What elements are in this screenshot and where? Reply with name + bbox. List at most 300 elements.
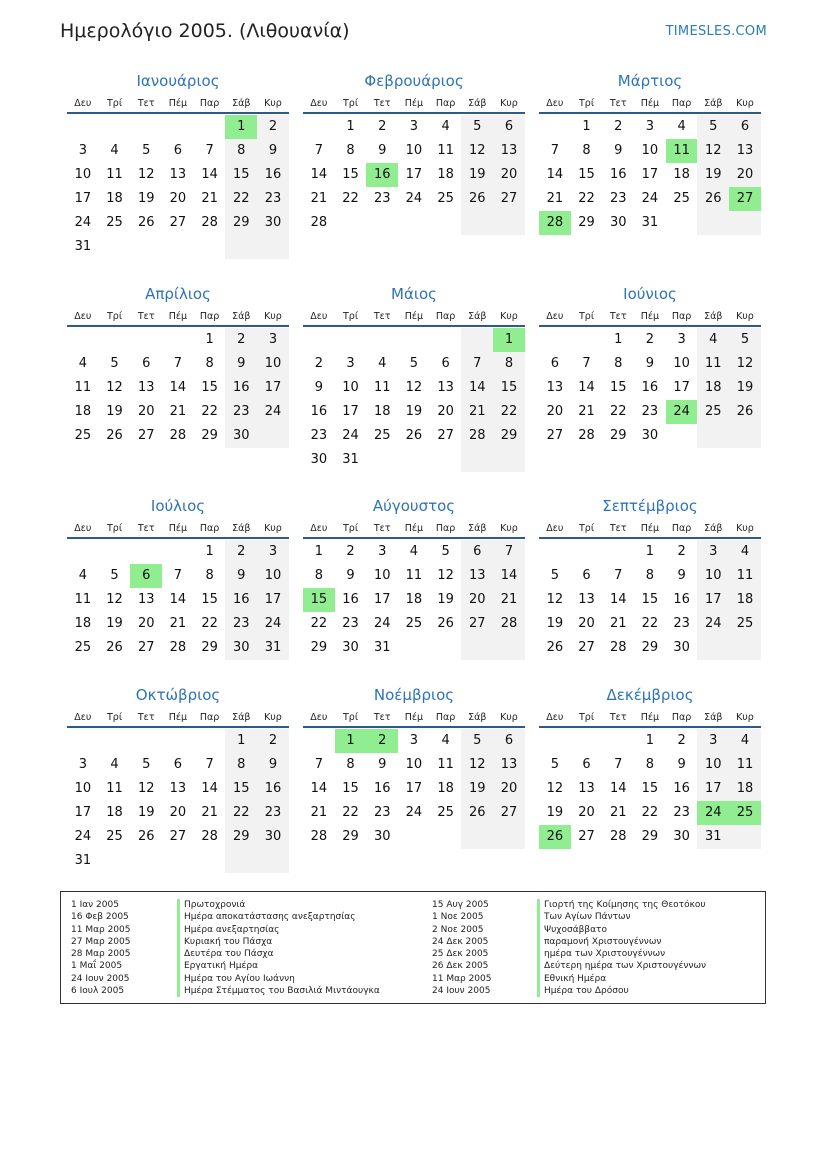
day-cell[interactable]: 17 (697, 777, 729, 801)
day-cell[interactable]: 23 (373, 805, 391, 820)
day-cell[interactable]: 5 (729, 328, 761, 352)
day-cell[interactable]: 5 (142, 757, 151, 772)
day-cell[interactable]: 28 (609, 640, 627, 655)
day-cell[interactable]: 19 (137, 805, 155, 820)
day-cell[interactable]: 12 (405, 380, 423, 395)
day-cell[interactable]: 21 (169, 616, 187, 631)
day-cell[interactable]: 28 (201, 829, 218, 844)
day-cell[interactable]: 2 (614, 119, 623, 134)
day-cell[interactable]: 9 (257, 139, 289, 163)
day-cell[interactable]: 24 (257, 400, 289, 424)
day-cell[interactable]: 22 (310, 616, 328, 631)
day-cell[interactable]: 20 (169, 191, 187, 206)
day-cell[interactable]: 29 (201, 640, 218, 655)
day-cell[interactable]: 22 (201, 404, 218, 419)
day-cell[interactable]: 20 (493, 777, 525, 801)
day-cell[interactable]: 29 (201, 428, 218, 443)
day-cell[interactable]: 10 (74, 781, 92, 796)
day-cell[interactable]: 2 (366, 729, 398, 753)
day-cell[interactable]: 28 (169, 428, 187, 443)
day-cell[interactable]: 27 (137, 428, 155, 443)
day-cell[interactable]: 2 (645, 332, 655, 347)
day-cell[interactable]: 5 (110, 356, 119, 371)
day-cell[interactable]: 7 (205, 143, 214, 158)
day-cell[interactable]: 20 (461, 588, 493, 612)
day-cell[interactable]: 14 (310, 781, 328, 796)
day-cell[interactable]: 21 (609, 805, 627, 820)
day-cell[interactable]: 26 (729, 400, 761, 424)
day-cell[interactable]: 10 (373, 568, 391, 583)
day-cell[interactable]: 18 (106, 805, 123, 820)
day-cell[interactable]: 24 (405, 805, 423, 820)
day-cell[interactable]: 8 (346, 757, 355, 772)
day-cell[interactable]: 30 (373, 829, 391, 844)
day-cell[interactable]: 2 (225, 540, 257, 564)
day-cell[interactable]: 30 (310, 452, 328, 467)
day-cell[interactable]: 23 (310, 428, 328, 443)
day-cell[interactable]: 17 (405, 781, 423, 796)
day-cell[interactable]: 21 (578, 404, 595, 419)
day-cell[interactable]: 23 (225, 612, 257, 636)
day-cell[interactable]: 21 (546, 191, 564, 206)
day-cell[interactable]: 3 (257, 540, 289, 564)
day-cell[interactable]: 8 (493, 352, 525, 376)
day-cell[interactable]: 19 (437, 592, 454, 607)
day-cell[interactable]: 20 (137, 616, 155, 631)
day-cell[interactable]: 23 (673, 616, 690, 631)
day-cell[interactable]: 29 (641, 640, 659, 655)
day-cell[interactable]: 29 (578, 215, 595, 230)
day-cell[interactable]: 14 (169, 380, 187, 395)
day-cell[interactable]: 18 (405, 592, 423, 607)
day-cell[interactable]: 19 (697, 163, 729, 187)
day-cell[interactable]: 12 (137, 781, 155, 796)
day-cell[interactable]: 7 (582, 356, 591, 371)
day-cell[interactable]: 14 (201, 781, 218, 796)
day-cell[interactable]: 4 (110, 143, 119, 158)
day-cell[interactable]: 25 (697, 400, 729, 424)
day-cell[interactable]: 16 (366, 163, 398, 187)
day-cell[interactable]: 8 (314, 568, 323, 583)
day-cell[interactable]: 13 (578, 781, 595, 796)
day-cell[interactable]: 29 (609, 428, 627, 443)
day-cell[interactable]: 5 (110, 568, 119, 583)
day-cell[interactable]: 6 (582, 568, 591, 583)
day-cell[interactable]: 17 (641, 167, 659, 182)
day-cell[interactable]: 9 (257, 753, 289, 777)
day-cell[interactable]: 3 (257, 328, 289, 352)
day-cell[interactable]: 28 (578, 428, 595, 443)
day-cell[interactable]: 21 (201, 805, 218, 820)
day-cell[interactable]: 11 (74, 380, 92, 395)
day-cell[interactable]: 9 (614, 143, 623, 158)
day-cell[interactable]: 6 (461, 540, 493, 564)
day-cell[interactable]: 3 (697, 729, 729, 753)
day-cell[interactable]: 5 (461, 729, 493, 753)
day-cell[interactable]: 25 (437, 805, 454, 820)
day-cell[interactable]: 30 (609, 215, 627, 230)
day-cell[interactable]: 10 (405, 757, 423, 772)
day-cell[interactable]: 3 (697, 540, 729, 564)
day-cell[interactable]: 3 (346, 356, 355, 371)
day-cell[interactable]: 21 (169, 404, 187, 419)
day-cell[interactable]: 20 (546, 404, 564, 419)
day-cell[interactable]: 15 (578, 167, 595, 182)
day-cell[interactable]: 19 (405, 404, 423, 419)
day-cell[interactable]: 15 (641, 781, 659, 796)
day-cell[interactable]: 18 (697, 376, 729, 400)
day-cell[interactable]: 6 (173, 143, 183, 158)
day-cell[interactable]: 1 (314, 544, 323, 559)
day-cell[interactable]: 7 (614, 568, 623, 583)
day-cell[interactable]: 12 (461, 139, 493, 163)
day-cell[interactable]: 25 (729, 801, 761, 825)
day-cell[interactable]: 28 (169, 640, 187, 655)
day-cell[interactable]: 4 (729, 540, 761, 564)
day-cell[interactable]: 17 (74, 191, 92, 206)
day-cell[interactable]: 8 (645, 568, 655, 583)
day-cell[interactable]: 1 (493, 328, 525, 352)
day-cell[interactable]: 25 (106, 215, 123, 230)
day-cell[interactable]: 18 (373, 404, 391, 419)
day-cell[interactable]: 5 (461, 115, 493, 139)
day-cell[interactable]: 31 (697, 825, 729, 849)
day-cell[interactable]: 24 (697, 612, 729, 636)
day-cell[interactable]: 6 (173, 757, 183, 772)
day-cell[interactable]: 19 (546, 805, 564, 820)
day-cell[interactable]: 1 (346, 119, 355, 134)
day-cell[interactable]: 10 (342, 380, 359, 395)
day-cell[interactable]: 24 (666, 400, 698, 424)
day-cell[interactable]: 22 (641, 805, 659, 820)
day-cell[interactable]: 13 (493, 139, 525, 163)
day-cell[interactable]: 4 (677, 119, 686, 134)
brand-link[interactable]: TIMESLES.COM (665, 24, 767, 39)
day-cell[interactable]: 22 (641, 616, 659, 631)
day-cell[interactable]: 1 (335, 729, 367, 753)
day-cell[interactable]: 1 (645, 544, 655, 559)
day-cell[interactable]: 20 (437, 404, 454, 419)
day-cell[interactable]: 1 (205, 332, 214, 347)
day-cell[interactable]: 13 (546, 380, 564, 395)
day-cell[interactable]: 1 (225, 729, 257, 753)
day-cell[interactable]: 13 (461, 564, 493, 588)
day-cell[interactable]: 15 (342, 781, 359, 796)
day-cell[interactable]: 14 (546, 167, 564, 182)
day-cell[interactable]: 4 (78, 356, 87, 371)
day-cell[interactable]: 17 (673, 380, 690, 395)
day-cell[interactable]: 5 (409, 356, 419, 371)
day-cell[interactable]: 28 (310, 215, 328, 230)
day-cell[interactable]: 12 (546, 592, 564, 607)
day-cell[interactable]: 20 (169, 805, 187, 820)
day-cell[interactable]: 8 (645, 757, 655, 772)
day-cell[interactable]: 27 (137, 640, 155, 655)
day-cell[interactable]: 27 (729, 187, 761, 211)
day-cell[interactable]: 20 (493, 163, 525, 187)
day-cell[interactable]: 25 (437, 191, 454, 206)
day-cell[interactable]: 19 (106, 616, 123, 631)
day-cell[interactable]: 15 (641, 592, 659, 607)
day-cell[interactable]: 18 (74, 404, 92, 419)
day-cell[interactable]: 27 (546, 428, 564, 443)
day-cell[interactable]: 26 (405, 428, 423, 443)
day-cell[interactable]: 7 (461, 352, 493, 376)
day-cell[interactable]: 9 (225, 564, 257, 588)
day-cell[interactable]: 10 (405, 143, 423, 158)
day-cell[interactable]: 5 (697, 115, 729, 139)
day-cell[interactable]: 6 (550, 356, 559, 371)
day-cell[interactable]: 2 (677, 544, 686, 559)
day-cell[interactable]: 24 (641, 191, 659, 206)
day-cell[interactable]: 8 (346, 143, 355, 158)
day-cell[interactable]: 11 (729, 753, 761, 777)
day-cell[interactable]: 25 (74, 640, 92, 655)
day-cell[interactable]: 22 (493, 400, 525, 424)
day-cell[interactable]: 23 (342, 616, 359, 631)
day-cell[interactable]: 6 (441, 356, 450, 371)
day-cell[interactable]: 15 (225, 163, 257, 187)
day-cell[interactable]: 7 (173, 568, 183, 583)
day-cell[interactable]: 17 (257, 588, 289, 612)
day-cell[interactable]: 19 (106, 404, 123, 419)
day-cell[interactable]: 3 (409, 119, 419, 134)
day-cell[interactable]: 25 (74, 428, 92, 443)
day-cell[interactable]: 21 (461, 400, 493, 424)
day-cell[interactable]: 26 (539, 825, 571, 849)
day-cell[interactable]: 2 (378, 119, 387, 134)
day-cell[interactable]: 7 (550, 143, 559, 158)
day-cell[interactable]: 2 (677, 733, 686, 748)
day-cell[interactable]: 9 (346, 568, 355, 583)
day-cell[interactable]: 31 (74, 239, 92, 254)
day-cell[interactable]: 27 (169, 829, 187, 844)
day-cell[interactable]: 19 (546, 616, 564, 631)
day-cell[interactable]: 16 (257, 163, 289, 187)
day-cell[interactable]: 30 (641, 428, 659, 443)
day-cell[interactable]: 11 (729, 564, 761, 588)
day-cell[interactable]: 28 (539, 211, 571, 235)
day-cell[interactable]: 10 (74, 167, 92, 182)
day-cell[interactable]: 13 (137, 380, 155, 395)
day-cell[interactable]: 3 (78, 143, 87, 158)
day-cell[interactable]: 9 (378, 757, 387, 772)
day-cell[interactable]: 14 (609, 592, 627, 607)
day-cell[interactable]: 7 (614, 757, 623, 772)
day-cell[interactable]: 28 (310, 829, 328, 844)
day-cell[interactable]: 30 (673, 640, 690, 655)
day-cell[interactable]: 13 (169, 167, 187, 182)
day-cell[interactable]: 5 (441, 544, 450, 559)
day-cell[interactable]: 4 (110, 757, 119, 772)
day-cell[interactable]: 27 (437, 428, 454, 443)
day-cell[interactable]: 27 (578, 829, 595, 844)
day-cell[interactable]: 4 (441, 733, 450, 748)
day-cell[interactable]: 16 (225, 376, 257, 400)
day-cell[interactable]: 9 (314, 380, 323, 395)
day-cell[interactable]: 12 (106, 592, 123, 607)
day-cell[interactable]: 25 (673, 191, 690, 206)
day-cell[interactable]: 7 (205, 757, 214, 772)
day-cell[interactable]: 24 (405, 191, 423, 206)
day-cell[interactable]: 16 (225, 588, 257, 612)
day-cell[interactable]: 4 (441, 119, 450, 134)
day-cell[interactable]: 17 (405, 167, 423, 182)
day-cell[interactable]: 10 (641, 143, 659, 158)
day-cell[interactable]: 1 (645, 733, 655, 748)
day-cell[interactable]: 6 (142, 356, 151, 371)
day-cell[interactable]: 4 (697, 328, 729, 352)
day-cell[interactable]: 21 (310, 805, 328, 820)
day-cell[interactable]: 23 (673, 805, 690, 820)
day-cell[interactable]: 12 (546, 781, 564, 796)
day-cell[interactable]: 23 (257, 801, 289, 825)
day-cell[interactable]: 12 (697, 139, 729, 163)
day-cell[interactable]: 18 (729, 588, 761, 612)
day-cell[interactable]: 4 (409, 544, 419, 559)
day-cell[interactable]: 27 (169, 215, 187, 230)
day-cell[interactable]: 13 (137, 592, 155, 607)
day-cell[interactable]: 23 (641, 404, 659, 419)
day-cell[interactable]: 16 (673, 781, 690, 796)
day-cell[interactable]: 10 (257, 352, 289, 376)
day-cell[interactable]: 11 (666, 139, 698, 163)
day-cell[interactable]: 21 (310, 191, 328, 206)
day-cell[interactable]: 27 (578, 640, 595, 655)
day-cell[interactable]: 11 (373, 380, 391, 395)
day-cell[interactable]: 18 (437, 781, 454, 796)
day-cell[interactable]: 31 (641, 215, 659, 230)
day-cell[interactable]: 29 (493, 424, 525, 448)
day-cell[interactable]: 4 (378, 356, 387, 371)
day-cell[interactable]: 15 (342, 167, 359, 182)
day-cell[interactable]: 21 (493, 588, 525, 612)
day-cell[interactable]: 22 (342, 191, 359, 206)
day-cell[interactable]: 9 (225, 352, 257, 376)
day-cell[interactable]: 2 (314, 356, 323, 371)
day-cell[interactable]: 28 (201, 215, 218, 230)
day-cell[interactable]: 5 (550, 568, 559, 583)
day-cell[interactable]: 19 (729, 376, 761, 400)
day-cell[interactable]: 26 (106, 428, 123, 443)
day-cell[interactable]: 8 (225, 139, 257, 163)
day-cell[interactable]: 4 (729, 729, 761, 753)
day-cell[interactable]: 28 (493, 612, 525, 636)
day-cell[interactable]: 6 (582, 757, 591, 772)
day-cell[interactable]: 26 (106, 640, 123, 655)
day-cell[interactable]: 18 (673, 167, 690, 182)
day-cell[interactable]: 24 (257, 612, 289, 636)
day-cell[interactable]: 13 (169, 781, 187, 796)
day-cell[interactable]: 2 (225, 328, 257, 352)
day-cell[interactable]: 13 (578, 592, 595, 607)
day-cell[interactable]: 23 (373, 191, 391, 206)
day-cell[interactable]: 8 (225, 753, 257, 777)
day-cell[interactable]: 29 (310, 640, 328, 655)
day-cell[interactable]: 10 (673, 356, 690, 371)
day-cell[interactable]: 11 (106, 781, 123, 796)
day-cell[interactable]: 17 (697, 588, 729, 612)
day-cell[interactable]: 17 (342, 404, 359, 419)
day-cell[interactable]: 2 (257, 729, 289, 753)
day-cell[interactable]: 30 (342, 640, 359, 655)
day-cell[interactable]: 18 (729, 777, 761, 801)
day-cell[interactable]: 16 (342, 592, 359, 607)
day-cell[interactable]: 5 (550, 757, 559, 772)
day-cell[interactable]: 2 (346, 544, 355, 559)
day-cell[interactable]: 22 (225, 801, 257, 825)
day-cell[interactable]: 22 (342, 805, 359, 820)
day-cell[interactable]: 3 (409, 733, 419, 748)
day-cell[interactable]: 11 (106, 167, 123, 182)
day-cell[interactable]: 6 (729, 115, 761, 139)
day-cell[interactable]: 29 (225, 825, 257, 849)
day-cell[interactable]: 7 (314, 143, 323, 158)
day-cell[interactable]: 29 (225, 211, 257, 235)
day-cell[interactable]: 9 (378, 143, 387, 158)
day-cell[interactable]: 8 (614, 356, 623, 371)
day-cell[interactable]: 27 (461, 612, 493, 636)
day-cell[interactable]: 24 (74, 829, 92, 844)
day-cell[interactable]: 15 (225, 777, 257, 801)
day-cell[interactable]: 7 (173, 356, 183, 371)
day-cell[interactable]: 25 (373, 428, 391, 443)
day-cell[interactable]: 6 (493, 115, 525, 139)
day-cell[interactable]: 16 (673, 592, 690, 607)
day-cell[interactable]: 25 (106, 829, 123, 844)
day-cell[interactable]: 30 (225, 424, 257, 448)
day-cell[interactable]: 22 (201, 616, 218, 631)
day-cell[interactable]: 6 (130, 564, 162, 588)
day-cell[interactable]: 20 (578, 805, 595, 820)
day-cell[interactable]: 15 (201, 380, 218, 395)
day-cell[interactable]: 11 (74, 592, 92, 607)
day-cell[interactable]: 15 (201, 592, 218, 607)
day-cell[interactable]: 22 (225, 187, 257, 211)
day-cell[interactable]: 15 (303, 588, 335, 612)
day-cell[interactable]: 19 (137, 191, 155, 206)
day-cell[interactable]: 1 (582, 119, 591, 134)
day-cell[interactable]: 7 (493, 540, 525, 564)
day-cell[interactable]: 1 (225, 115, 257, 139)
day-cell[interactable]: 30 (257, 211, 289, 235)
day-cell[interactable]: 20 (137, 404, 155, 419)
day-cell[interactable]: 16 (310, 404, 328, 419)
day-cell[interactable]: 8 (582, 143, 591, 158)
day-cell[interactable]: 30 (257, 825, 289, 849)
day-cell[interactable]: 10 (697, 753, 729, 777)
day-cell[interactable]: 24 (342, 428, 359, 443)
day-cell[interactable]: 31 (257, 636, 289, 660)
day-cell[interactable]: 26 (697, 187, 729, 211)
day-cell[interactable]: 12 (729, 352, 761, 376)
day-cell[interactable]: 21 (609, 616, 627, 631)
day-cell[interactable]: 20 (729, 163, 761, 187)
day-cell[interactable]: 26 (461, 187, 493, 211)
day-cell[interactable]: 13 (493, 753, 525, 777)
day-cell[interactable]: 22 (609, 404, 627, 419)
day-cell[interactable]: 17 (257, 376, 289, 400)
day-cell[interactable]: 1 (614, 332, 623, 347)
day-cell[interactable]: 23 (225, 400, 257, 424)
day-cell[interactable]: 12 (461, 753, 493, 777)
day-cell[interactable]: 10 (257, 564, 289, 588)
day-cell[interactable]: 15 (493, 376, 525, 400)
day-cell[interactable]: 12 (106, 380, 123, 395)
day-cell[interactable]: 26 (546, 640, 564, 655)
day-cell[interactable]: 12 (137, 167, 155, 182)
day-cell[interactable]: 14 (461, 376, 493, 400)
